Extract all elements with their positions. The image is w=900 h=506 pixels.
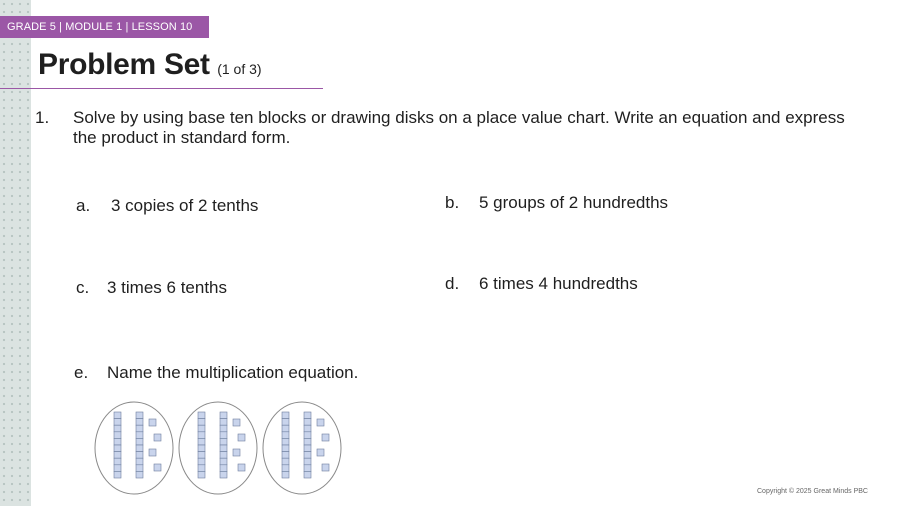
tens-rod-segment [136,445,143,452]
tens-rod-segment [198,458,205,465]
tens-rod-segment [198,465,205,472]
tens-rod-segment [114,452,121,459]
title-page-count: (1 of 3) [217,61,262,77]
tens-rod-segment [114,445,121,452]
part-b-text: 5 groups of 2 hundredths [479,193,669,212]
tens-rod-segment [114,465,121,472]
tens-rod-segment [220,432,227,439]
base-ten-groups-diagram [93,398,345,498]
group-circle [95,402,173,494]
tens-rod-segment [136,425,143,432]
tens-rod-segment [136,419,143,426]
tens-rod-segment [304,471,311,478]
tens-rod-segment [282,419,289,426]
tens-rod-segment [136,471,143,478]
tens-rod-segment [198,445,205,452]
tens-rod-segment [304,458,311,465]
tens-rod-segment [282,432,289,439]
unit-cube [149,449,156,456]
tens-rod-segment [198,432,205,439]
tens-rod-segment [220,412,227,419]
unit-cube [154,464,161,471]
tens-rod-segment [136,438,143,445]
tens-rod-segment [114,425,121,432]
unit-cube [149,419,156,426]
unit-cube [233,419,240,426]
unit-cube [154,434,161,441]
tens-rod-segment [304,465,311,472]
unit-cube [322,464,329,471]
tens-rod-segment [282,465,289,472]
unit-cube [238,464,245,471]
part-d-text: 6 times 4 hundredths [479,274,638,293]
unit-cube [317,449,324,456]
tens-rod-segment [136,458,143,465]
tens-rod-segment [282,445,289,452]
tens-rod-segment [114,438,121,445]
part-c-text: 3 times 6 tenths [107,278,228,297]
problem-prompt: Solve by using base ten blocks or drawing disks on a place value chart. Write an equation and express the product in standard form. [73,108,845,147]
part-c-letter: c. [76,278,90,297]
tens-rod-segment [282,471,289,478]
tens-rod-segment [136,432,143,439]
lesson-badge: GRADE 5 | MODULE 1 | LESSON 10 [0,16,209,38]
tens-rod-segment [114,471,121,478]
unit-cube [233,449,240,456]
tens-rod-segment [220,465,227,472]
tens-rod-segment [220,419,227,426]
tens-rod-segment [198,471,205,478]
part-b-letter: b. [445,193,460,212]
group-circle [179,402,257,494]
tens-rod-segment [282,425,289,432]
part-e-letter: e. [74,363,89,382]
tens-rod-segment [220,438,227,445]
tens-rod-segment [220,425,227,432]
part-d [445,274,638,294]
part-c [76,278,227,298]
page-title [38,48,262,82]
part-b [445,193,668,213]
unit-cube [317,419,324,426]
problem-number: 1. [35,108,50,127]
tens-rod-segment [114,458,121,465]
part-e-text: Name the multiplication equation. [107,363,359,382]
tens-rod-segment [220,452,227,459]
tens-rod-segment [220,458,227,465]
tens-rod-segment [136,465,143,472]
tens-rod-segment [304,412,311,419]
part-a-text: 3 copies of 2 tenths [111,196,259,215]
tens-rod-segment [136,412,143,419]
decorative-side-strip [0,0,31,506]
tens-rod-segment [198,412,205,419]
tens-rod-segment [282,412,289,419]
tens-rod-segment [114,412,121,419]
tens-rod-segment [136,452,143,459]
title-underline [0,88,323,89]
tens-rod-segment [220,471,227,478]
unit-cube [322,434,329,441]
tens-rod-segment [198,419,205,426]
tens-rod-segment [304,438,311,445]
tens-rod-segment [220,445,227,452]
tens-rod-segment [282,458,289,465]
tens-rod-segment [198,425,205,432]
tens-rod-segment [304,452,311,459]
part-a [76,196,258,216]
tens-rod-segment [114,432,121,439]
tens-rod-segment [282,438,289,445]
tens-rod-segment [282,452,289,459]
copyright-notice: Copyright © 2025 Great Minds PBC [757,488,868,495]
part-a-letter: a. [76,196,91,215]
tens-rod-segment [304,425,311,432]
group-circle [263,402,341,494]
title-text: Problem Set [38,48,210,81]
tens-rod-segment [114,419,121,426]
tens-rod-segment [304,419,311,426]
tens-rod-segment [304,445,311,452]
part-e [74,363,358,383]
unit-cube [238,434,245,441]
tens-rod-segment [198,452,205,459]
tens-rod-segment [304,432,311,439]
part-d-letter: d. [445,274,460,293]
tens-rod-segment [198,438,205,445]
